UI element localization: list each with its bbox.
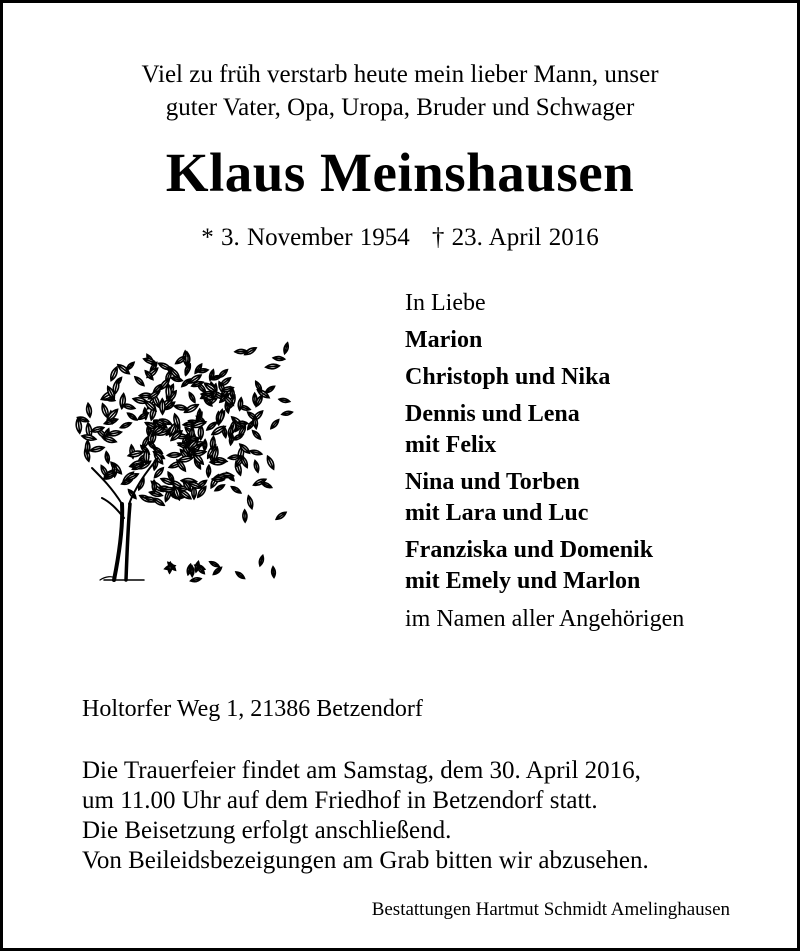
leaf-mark [235,571,246,580]
mourner-line: Franziska und Domenik [405,537,654,563]
mourner-group [405,399,785,461]
leaf-mark [253,460,260,473]
mourner-group [405,325,785,356]
life-dates [0,222,800,254]
intro-line: Viel zu früh verstarb heute mein lieber Mann, unser [141,61,659,88]
leaf-mark [126,412,138,422]
leaf-mark [271,567,276,578]
ceremony-line: Die Trauerfeier findet am Samstag, dem 30. April 2016, [82,757,641,784]
mourner-line: Nina und Torben [405,469,580,495]
mourner-line: mit Lara und Luc [405,500,589,526]
leaf-mark [190,577,201,583]
mourner-line: mit Emely und Marlon [405,568,641,594]
leaf-mark [283,342,290,354]
intro-text [0,58,800,124]
leaf-mark [269,418,280,430]
mourner-line: Marion [405,327,483,353]
leaf-mark [261,481,273,489]
mourner-line: Dennis und Lena [405,401,580,427]
leaf-mark [206,465,211,477]
leaf-mark [143,357,157,365]
mourner-group [405,535,785,597]
ceremony-line: Von Beileidsbezeigungen am Grab bitten wir abzusehen. [82,847,649,874]
leaf-mark [235,349,247,354]
leaf-mark [264,385,275,395]
death-date: † 23. April 2016 [431,224,599,251]
leaf-mark [230,485,242,494]
undertaker-credit: Bestattungen Hartmut Schmidt Amelinghausen [371,899,730,920]
leaf-mark [125,361,135,371]
leaf-mark [104,451,110,463]
leaf-mark [250,449,263,456]
leaf-mark [190,566,194,577]
leaf-mark [258,555,264,566]
leaf-mark [144,449,150,464]
birth-date: * 3. November 1954 [201,224,410,251]
leaf-mark [203,440,207,451]
leaf-mark [281,410,292,416]
leaf-mark [120,421,132,429]
ceremony-text [82,756,649,876]
leaf-mark [167,452,181,457]
leaf-mark [188,392,197,404]
leaf-mark [265,455,275,470]
leaf-mark [122,403,136,411]
mourner-line: mit Felix [405,432,497,458]
leaf-mark [237,421,248,425]
leaf-mark [86,403,93,417]
leaf-mark [102,435,117,444]
leaf-mark [209,560,220,568]
leaf-mark [246,495,254,509]
leaf-mark [152,480,156,492]
leaf-mark [212,477,224,482]
mourner-group [405,467,785,529]
address: Holtorfer Weg 1, 21386 Betzendorf [82,696,423,722]
mourner-line: Christoph und Nika [405,364,611,390]
intro-line: guter Vater, Opa, Uropa, Bruder und Schwager [165,94,635,121]
leaf-mark [90,445,105,453]
leaf-mark [243,510,247,522]
leaf-mark [230,387,235,399]
windblown-tree-icon [66,318,296,590]
leaf-mark [81,434,96,442]
leaf-mark [160,399,165,414]
ceremony-line: Die Beisetzung erfolgt anschließend. [82,817,452,844]
leaf-mark [174,404,188,411]
leaf-mark [85,440,89,453]
ceremony-line: um 11.00 Uhr auf dem Friedhof in Betzendorf statt. [82,787,598,814]
mourner-group [405,362,785,393]
mourners-block [405,287,785,635]
leaf-mark [275,511,287,521]
leaf-mark [202,392,214,396]
leaf-mark [279,397,291,403]
leaf-mark [184,363,192,375]
deceased-name: Klaus Meinshausen [165,142,635,203]
leaf-mark [251,429,262,440]
on-behalf-text: im Namen aller Angehörigen [405,606,685,632]
leaf-mark [273,356,285,361]
in-love-label: In Liebe [405,290,486,316]
leaf-mark [162,487,175,492]
leaf-mark [133,375,145,387]
leaf-mark [265,363,279,369]
leaf-mark [168,562,172,573]
leaf-mark [217,368,229,379]
leaf-mark [121,478,133,485]
